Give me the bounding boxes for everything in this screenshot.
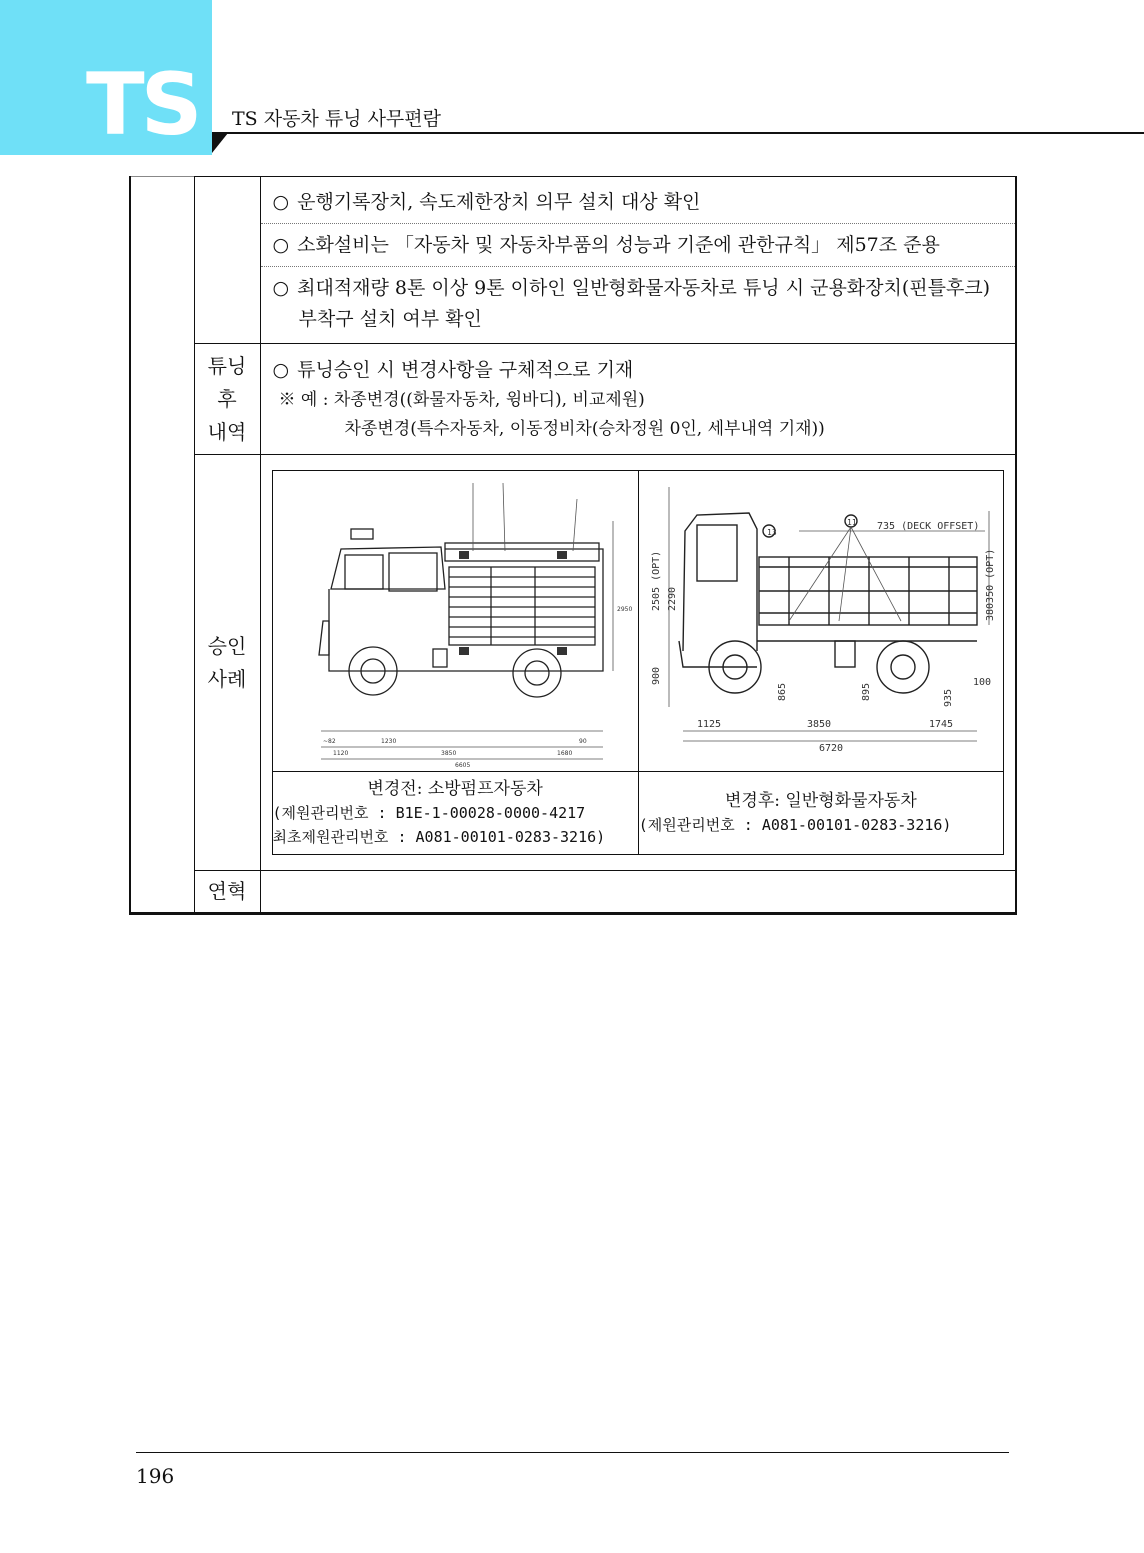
svg-text:11: 11: [846, 517, 857, 527]
history-label: 연혁: [194, 870, 260, 913]
header-color-block: [0, 0, 212, 155]
check-item-3: ○ 최대적재량 8톤 이상 9톤 이하인 일반형화물자동차로 튜닝 시 군용화장치(핀틀후크) 부착구 설치 여부 확인: [272, 276, 991, 330]
history-content: [260, 870, 1016, 913]
svg-text:1745: 1745: [928, 718, 953, 730]
after-tuning-note-2: 차종변경(특수자동차, 이동정비차(승차정원 0인, 세부내역 기재)): [344, 419, 825, 440]
svg-text:2505 (OPT): 2505 (OPT): [650, 550, 662, 611]
svg-text:2950: 2950: [616, 605, 632, 613]
svg-text:865: 865: [776, 682, 788, 701]
running-header-title: TS 자동차 튜닝 사무편람: [232, 108, 441, 130]
svg-text:90: 90: [578, 737, 587, 745]
fire-pump-truck-drawing: [272, 470, 638, 771]
svg-text:6720: 6720: [818, 742, 843, 754]
svg-text:2290: 2290: [666, 586, 678, 611]
cargo-truck-side-view: [639, 471, 1004, 771]
svg-text:1125: 1125: [696, 718, 721, 730]
before-original-spec-number: 최초제원관리번호 : A081-00101-0283-3216): [272, 827, 606, 846]
after-tuning-note: ※ 예 : 차종변경((화물자동차, 윙바디), 비교제원): [278, 390, 645, 411]
svg-text:3850: 3850: [440, 749, 456, 757]
ts-logo: TS: [86, 55, 199, 155]
check-item-1: ○ 운행기록장치, 속도제한장치 의무 설치 대상 확인: [261, 181, 1016, 224]
cargo-truck-drawing: [638, 470, 1003, 771]
after-spec-number: (제원관리번호 : A081-00101-0283-3216): [638, 815, 952, 834]
svg-text:100: 100: [972, 676, 991, 688]
svg-text:3850: 3850: [806, 718, 831, 730]
footer-rule: [136, 1452, 1009, 1453]
svg-text:935: 935: [942, 688, 954, 707]
fire-truck-side-view: [273, 471, 639, 771]
check-item-2: ○ 소화설비는 「자동차 및 자동차부품의 성능과 기준에 관한규칙」 제57조 준용: [261, 224, 1016, 267]
left-blank-column: [130, 177, 194, 914]
svg-text:1120: 1120: [332, 749, 348, 757]
svg-text:1230: 1230: [380, 737, 396, 745]
checks-label-cell: [194, 177, 260, 344]
svg-text:900: 900: [650, 666, 662, 685]
after-tuning-content: [260, 344, 1016, 455]
svg-text:~82: ~82: [322, 737, 336, 745]
svg-text:6605: 6605: [454, 761, 470, 769]
svg-text:895: 895: [860, 682, 872, 701]
approval-case-label: 승인 사례: [194, 455, 260, 871]
after-tuning-item: ○ 튜닝승인 시 변경사항을 구체적으로 기재: [272, 359, 634, 382]
checks-content-cell: [260, 177, 1016, 344]
approval-case-content: [260, 455, 1016, 871]
before-spec-number: (제원관리번호 : B1E-1-00028-0000-4217: [272, 803, 586, 822]
case-comparison-table: [272, 470, 1005, 855]
tuning-info-table: [129, 176, 1017, 915]
after-caption: [638, 771, 1003, 854]
svg-text:1680: 1680: [556, 749, 572, 757]
after-title: 변경후: 일반형화물자동차: [724, 790, 917, 811]
svg-text:13: 13: [766, 527, 777, 537]
before-caption: [272, 771, 638, 854]
svg-text:380350 (OPT): 380350 (OPT): [984, 548, 996, 621]
page-number: 196: [136, 1464, 175, 1488]
after-tuning-label: 튜닝 후 내역: [194, 344, 260, 455]
header-rule: [212, 132, 1144, 134]
header-notch: [212, 133, 228, 153]
svg-text:735 (DECK OFFSET): 735 (DECK OFFSET): [876, 520, 980, 532]
before-title: 변경전: 소방펌프자동차: [367, 778, 543, 799]
